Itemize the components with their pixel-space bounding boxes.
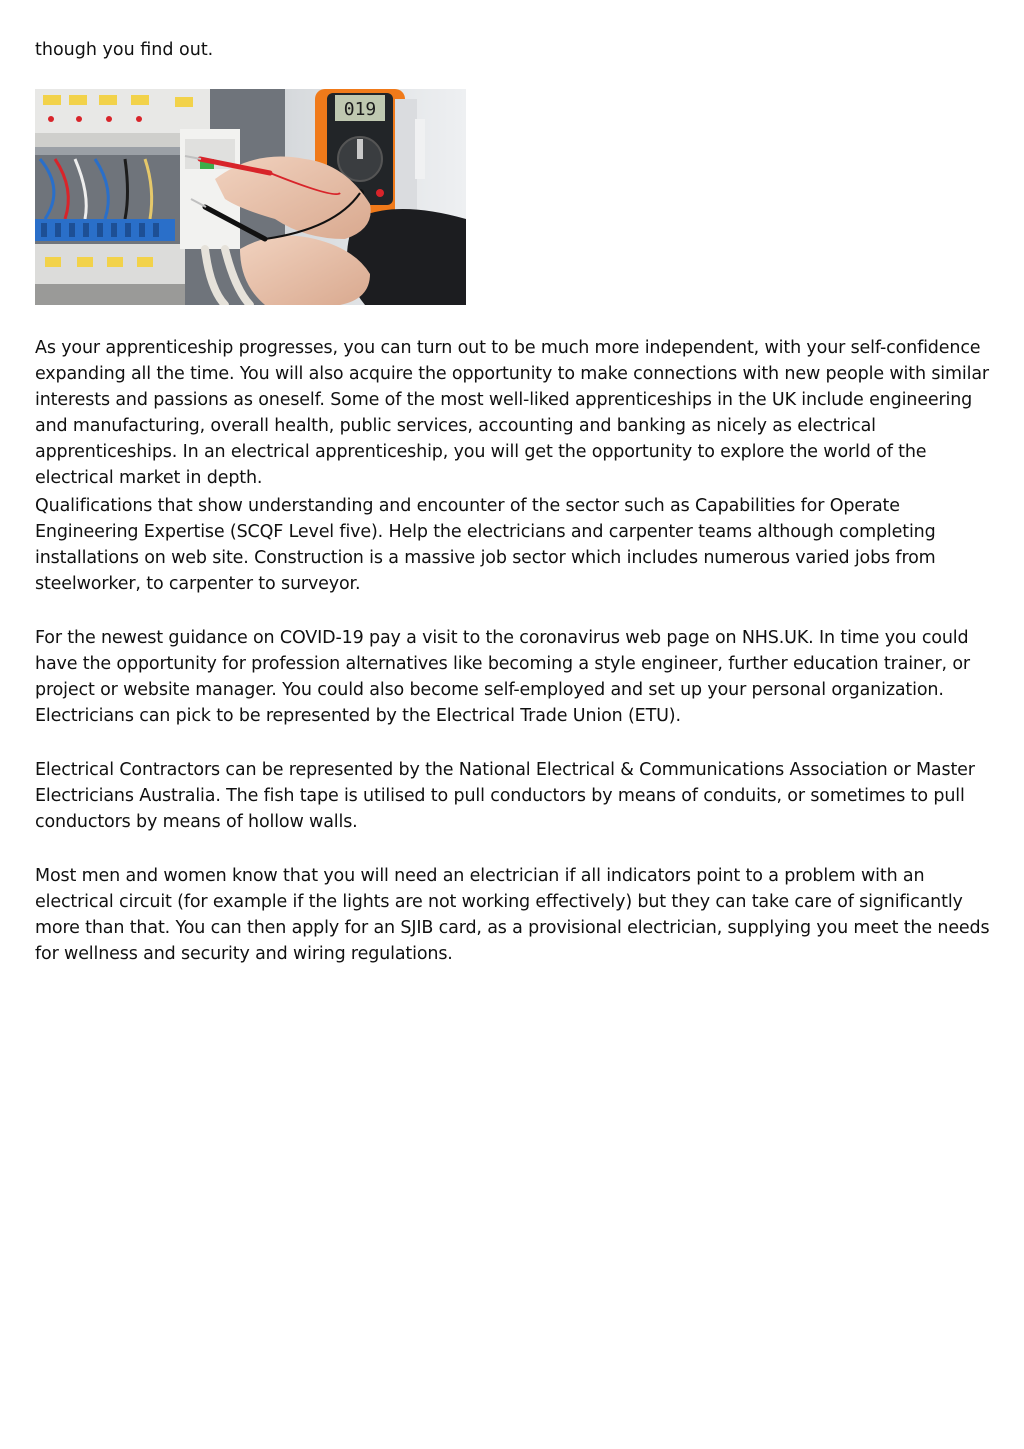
paragraph-covid-guidance: For the newest guidance on COVID-19 pay a visit to the coronavirus web page on NHS.UK. In time you could have the opportunity for profession alternatives like becoming a style engineer, further education trainer, or project or website manager. You could also become self-employed and set up your personal organization. Electricians can pick to be represented by the Electrical Trade Union (ETU). — [35, 628, 970, 726]
paragraph-apprenticeship: As your apprenticeship progresses, you can turn out to be much more independent, with your self-confidence expanding all the time. You will also acquire the opportunity to make connections with new people with similar interests and passions as oneself. Some of the most well-liked apprenticeships in the UK include engineering and manufacturing, overall health, public services, accounting and banking as nicely as electrical apprenticeships. In an electrical apprenticeship, you will get the opportunity to explore the world of the electrical market in depth. — [35, 338, 989, 488]
intro-text: though you find out. — [35, 40, 214, 60]
paragraph-contractors: Electrical Contractors can be represented by the National Electrical & Communications Association or Master Electricians Australia. The fish tape is utilised to pull conductors by means of conduits, or sometimes to pull conductors by means of hollow walls. — [35, 760, 975, 832]
paragraph-qualifications: Qualifications that show understanding and encounter of the sector such as Capabilities for Operate Engineering Expertise (SCQF Level five). Help the electricians and carpenter teams although completing installations on web site. Construction is a massive job sector which includes numerous varied jobs from steelworker, to carpenter to surveyor. — [35, 496, 936, 594]
multimeter-reading: 019 — [343, 99, 377, 120]
electrician-photo — [35, 89, 466, 305]
paragraph-electrician-needs: Most men and women know that you will need an electrician if all indicators point to a problem with an electrical circuit (for example if the lights are not working effectively) but they can take care of significantly more than that. You can then apply for an SJIB card, as a provisional electrician, supplying you meet the needs for wellness and security and wiring regulations. — [35, 866, 990, 964]
